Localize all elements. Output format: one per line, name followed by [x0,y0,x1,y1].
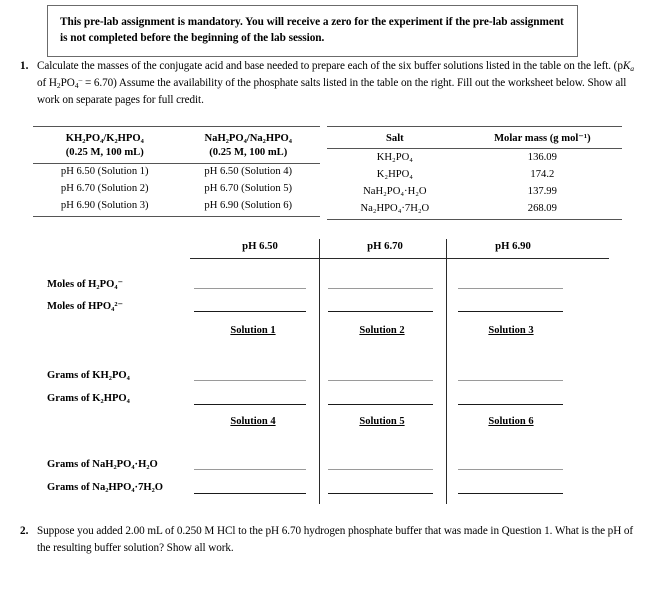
pka-a-subscript: a [630,64,634,74]
salt-name: Na₂HPO₄·7H₂O [360,202,430,214]
table-row [327,149,622,166]
worksheet-col-header-ph650: pH 6.50 [242,240,278,252]
question-1-text-part3: = 6.70) Assume the availability of the phosphate salts listed in the table on the right. Fill out the worksheet below. Show all work on separate pages for full credit. [37,76,627,106]
buffer-col-2-conditions: (0.25 M, 100 mL) [209,147,288,159]
buffer-table [33,126,320,216]
salt-molar-mass: 136.09 [527,151,557,163]
answer-blank-moles-h2po4-col3[interactable] [458,288,563,289]
worksheet-row-label-grams-k2hpo4: Grams of K₂HPO₄ [47,393,130,404]
answer-blank-moles-h2po4-col1[interactable] [194,288,306,289]
question-1-number: 1. [20,60,29,72]
worksheet-header-rule [190,258,609,259]
worksheet-solution-label-4: Solution 4 [230,416,276,427]
answer-blank-grams-nah2po4-col3[interactable] [458,469,563,470]
buffer-table-row [33,163,320,180]
salt-molar-mass: 137.99 [527,185,557,197]
buffer-cell: pH 6.50 (Solution 4) [204,166,293,178]
table-bottom-rule [33,216,320,217]
buffer-cell: pH 6.70 (Solution 2) [60,183,149,195]
answer-blank-grams-nah2po4-col1[interactable] [194,469,306,470]
mandatory-notice-text: This pre-lab assignment is mandatory. You will receive a zero for the experiment if the pre-lab assignment is not completed before the beginning of the lab session. [60,16,564,45]
buffer-solutions-table [33,126,320,217]
worksheet-col-header-ph690: pH 6.90 [495,240,531,252]
answer-blank-moles-hpo4-col3[interactable] [458,311,563,312]
buffer-cell: pH 6.90 (Solution 6) [204,200,293,212]
worksheet-row-label-grams-kh2po4: Grams of KH₂PO₄ [47,370,130,381]
answer-blank-grams-kh2po4-col3[interactable] [458,380,563,381]
molar-mass-header-mass: Molar mass (g mol⁻¹) [463,127,622,149]
buffer-col-2-formula: NaH₂PO₄/Na₂HPO₄ [204,133,292,144]
answer-blank-moles-h2po4-col2[interactable] [328,288,433,289]
question-2 [20,523,640,557]
question-1-text [37,58,640,108]
answer-blank-grams-na2hpo4-col3[interactable] [458,493,563,494]
salt-molar-mass: 268.09 [527,202,557,214]
table-row [327,166,622,183]
buffer-col-1-conditions: (0.25 M, 100 mL) [65,147,144,159]
pka-k-symbol: K [622,60,631,72]
question-1-text-part2: of H [37,76,57,89]
answer-blank-grams-kh2po4-col2[interactable] [328,380,433,381]
answer-blank-moles-hpo4-col1[interactable] [194,311,306,312]
answer-blank-grams-nah2po4-col2[interactable] [328,469,433,470]
worksheet-divider-2 [446,239,447,504]
answer-blank-moles-hpo4-col2[interactable] [328,311,433,312]
buffer-col-2-header [177,127,321,164]
buffer-table-row [33,181,320,198]
salt-name: NaH₂PO₄·H₂O [363,185,427,197]
answer-blank-grams-na2hpo4-col2[interactable] [328,493,433,494]
worksheet-divider-1 [319,239,320,504]
table-row [327,200,622,218]
table-row [327,183,622,200]
buffer-cell: pH 6.50 (Solution 1) [60,166,149,178]
salt-name: K₂HPO₄ [376,168,413,180]
worksheet-row-label-grams-na2hpo4: Grams of Na₂HPO₄·7H₂O [47,482,164,493]
worksheet-solution-label-2: Solution 2 [359,325,405,336]
question-1 [20,58,640,108]
question-2-text: Suppose you added 2.00 mL of 0.250 M HCl to the pH 6.70 hydrogen phosphate buffer that was made in Question 1. What is the pH of the resulting buffer solution? Show all work. [37,525,634,554]
answer-blank-grams-k2hpo4-col1[interactable] [194,404,306,405]
worksheet-row-label-grams-nah2po4: Grams of NaH₂PO₄·H₂O [47,459,158,470]
question-2-number: 2. [20,525,29,537]
question-1-text-part1: Calculate the masses of the conjugate acid and base needed to prepare each of the six buffer solutions listed in the table on the left. (p [37,60,623,72]
molar-mass-table [327,126,622,219]
worksheet-solution-label-5: Solution 5 [359,416,405,427]
buffer-cell: pH 6.70 (Solution 5) [204,183,293,195]
worksheet-col-header-ph670: pH 6.70 [367,240,403,252]
table-bottom-rule [327,219,622,220]
buffer-cell: pH 6.90 (Solution 3) [60,200,149,212]
molar-mass-header-salt: Salt [327,127,463,149]
worksheet-solution-label-6: Solution 6 [488,416,534,427]
salt-name: KH₂PO₄ [376,151,413,163]
buffer-col-1-formula: KH₂PO₄/K₂HPO₄ [65,133,144,144]
worksheet-row-label-moles-hpo4: Moles of HPO₄²⁻ [47,301,124,312]
worksheet-row-label-moles-h2po4: Moles of H₂PO₄⁻ [47,279,124,290]
buffer-table-row [33,198,320,216]
h2po4-sub-2: 2 [56,80,61,90]
answer-blank-grams-na2hpo4-col1[interactable] [194,493,306,494]
answer-blank-grams-kh2po4-col1[interactable] [194,380,306,381]
mandatory-notice-box [47,5,578,57]
molar-mass-table-wrap [327,126,622,220]
salt-molar-mass: 174.2 [530,168,555,180]
worksheet-solution-label-3: Solution 3 [488,325,534,336]
molar-mass-header-row [327,127,622,149]
h2po4-sub-4: 4 [74,80,79,90]
answer-blank-grams-k2hpo4-col2[interactable] [328,404,433,405]
worksheet-solution-label-1: Solution 1 [230,325,276,336]
h2po4-charge: – [78,75,83,85]
answer-worksheet [47,238,625,508]
buffer-table-header-row [33,127,320,164]
h2po4-po: PO [60,76,75,89]
answer-blank-grams-k2hpo4-col3[interactable] [458,404,563,405]
buffer-col-1-header [33,127,177,164]
